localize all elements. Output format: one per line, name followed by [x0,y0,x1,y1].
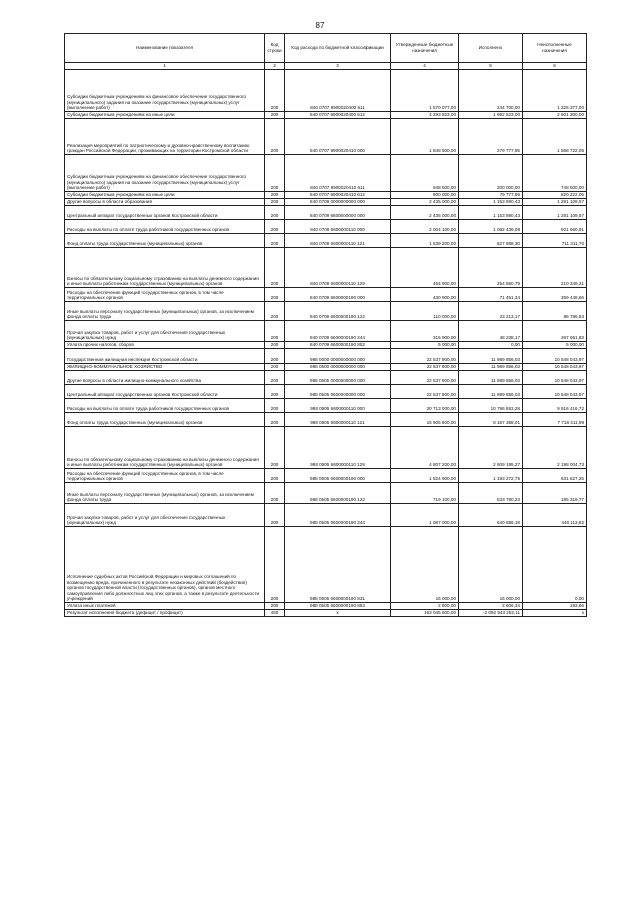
row-unexecuted: 193,66 [523,603,587,610]
column-number: 5 [459,63,523,70]
row-approved: 22 537 900,00 [391,371,459,385]
row-name: Взносы по обязательному социальному страхованию на выплаты денежного содержания и иные выплаты работникам государственных (муниципальных) органов [65,427,265,469]
table-row [65,371,587,385]
table-row [65,527,587,603]
row-approved: 719 100,00 [391,483,459,504]
table-row [65,220,587,234]
row-executed: 16 000,00 [459,527,523,603]
row-unexecuted: 10 548 043,97 [523,371,587,385]
row-approved: 1 570 077,00 [391,70,459,112]
row-name: Исполнение судебных актов Российской Федерации и мировых соглашений по возмещению вреда, причиненного в результате незаконных действий (бездействия) органов государственной власти (государственных органов), органов местного самоуправления либо должностных лиц этих органов, а также в результате деятельности учреждений [65,527,265,603]
row-budget-code: 988 0500 0000000000 000 [285,364,391,371]
row-executed: 533 780,23 [459,483,523,504]
row-unexecuted: 10 548 043,97 [523,364,587,371]
table-row [65,302,587,321]
row-budget-code: 840 0707 9900020410 611 [285,155,391,192]
row-approved: 1 087 000,00 [391,504,459,527]
row-line-code: 200 [265,288,285,302]
row-unexecuted: 5 000,00 [523,342,587,349]
row-unexecuted: 359 448,66 [523,288,587,302]
row-executed: 640 886,18 [459,504,523,527]
row-budget-code: 840 0709 6600000190 852 [285,342,391,349]
row-unexecuted: 711 311,70 [523,234,587,248]
page-number: 87 [315,21,325,30]
row-name: Субсидии бюджетным учреждениям на иные цели [65,192,265,199]
row-line-code: 200 [265,483,285,504]
row-name: Иные выплаты персоналу государственных (муниципальных) органов, за исключением фонда оплаты труда [65,483,265,504]
row-approved: 22 537 900,00 [391,364,459,371]
row-name: Результат исполнения бюджета (дефицит / профицит) [65,610,265,617]
row-budget-code: 840 0707 9900020400 611 [285,70,391,112]
row-line-code: 200 [265,413,285,427]
table-row [65,321,587,342]
row-approved: 900 000,00 [391,192,459,199]
row-unexecuted: 1 568 722,05 [523,119,587,155]
row-approved: 1 848 500,00 [391,119,459,155]
table-row [65,70,587,112]
row-name: Расходы на выплаты по оплате труда работников государственных органов [65,220,265,234]
row-budget-code: 988 0505 6600000190 000 [285,469,391,483]
row-unexecuted: 921 660,91 [523,220,587,234]
row-line-code: 200 [265,364,285,371]
row-approved: 16 000,00 [391,527,459,603]
row-line-code: 200 [265,349,285,364]
row-line-code: 200 [265,112,285,119]
row-budget-code: 988 0505 6600000190 122 [285,483,391,504]
row-unexecuted: 1 281 109,57 [523,206,587,220]
row-name: Центральный аппарат государственных органов Костромской области [65,385,265,399]
table-row [65,206,587,220]
row-name: Уплата прочих налогов, сборов [65,342,265,349]
header-budget-code: Код расхода по бюджетной классификации [285,34,391,63]
table-row [65,288,587,302]
row-line-code: 200 [265,199,285,206]
row-executed: 1 082 439,09 [459,220,523,234]
row-executed: 200 000,00 [459,155,523,192]
row-approved: 15 905 800,00 [391,413,459,427]
row-unexecuted: 1 281 109,57 [523,199,587,206]
row-line-code: 200 [265,220,285,234]
row-unexecuted: 748 500,00 [523,155,587,192]
row-executed: 11 989 856,03 [459,349,523,364]
row-approved: 2 435 000,00 [391,199,459,206]
row-name: Расходы на выплаты по оплате труда работников государственных органов [65,399,265,413]
header-name: Наименование показателя [65,34,265,63]
row-approved: 22 537 900,00 [391,349,459,364]
row-budget-code: 988 0505 6600000110 129 [285,427,391,469]
table-row [65,342,587,349]
row-executed: 1 153 890,43 [459,199,523,206]
row-unexecuted: 185 319,77 [523,483,587,504]
row-budget-code: 840 0707 9900020410 000 [285,119,391,155]
table-row [65,469,587,483]
row-budget-code: 988 0505 6600000000 000 [285,385,391,399]
row-executed: 2 609 195,27 [459,427,523,469]
row-name: Реализация мероприятий по патриотическому и духовно-нравственному воспитанию граждан Российской Федерации, проживающих на территории Костромской области [65,119,265,155]
row-line-code: 200 [265,399,285,413]
row-executed: 48 238,17 [459,321,523,342]
row-executed: -2 092 943 252,11 [459,610,523,617]
row-line-code: 200 [265,234,285,248]
row-line-code: 200 [265,70,285,112]
row-budget-code: 840 0709 6600000190 244 [285,321,391,342]
table-header [65,34,587,70]
row-budget-code: 988 0000 0000000000 000 [285,349,391,364]
table-row [65,248,587,288]
row-line-code: 200 [265,527,285,603]
row-line-code: 200 [265,119,285,155]
row-name: Иные выплаты персоналу государственных (муниципальных) органов, за исключением фонда оплаты труда [65,302,265,321]
row-budget-code: 840 0709 6600000000 000 [285,206,391,220]
table-row [65,399,587,413]
table-row [65,155,587,192]
row-name: Другие вопросы в области образования [65,199,265,206]
row-approved: 430 900,00 [391,288,459,302]
header-line-code: Код строки [265,34,285,63]
row-name: Расходы на обеспечение функций государственных органов, в том числе территориальных органов [65,469,265,483]
row-approved: 4 807 200,00 [391,427,459,469]
table-row [65,119,587,155]
table-row [65,610,587,617]
row-executed: 11 989 856,03 [459,385,523,399]
row-executed: 23 213,17 [459,302,523,321]
row-line-code: 200 [265,321,285,342]
column-number: 3 [285,63,391,70]
table-row [65,504,587,527]
row-budget-code: 840 0707 9900020400 612 [285,112,391,119]
row-line-code: 450 [265,610,285,617]
row-approved: 5 000,00 [391,342,459,349]
row-name: ЖИЛИЩНО-КОММУНАЛЬНОЕ ХОЗЯЙСТВО [65,364,265,371]
row-line-code: 200 [265,302,285,321]
row-line-code: 200 [265,603,285,610]
row-budget-code: 840 0709 6600000110 000 [285,220,391,234]
row-executed: 1 193 272,75 [459,469,523,483]
row-unexecuted: 9 916 416,72 [523,399,587,413]
row-approved: 2 435 000,00 [391,206,459,220]
row-approved: 110 000,00 [391,302,459,321]
row-name: Государственная жилищная инспекция Костромской области [65,349,265,364]
row-unexecuted: 820 222,05 [523,192,587,199]
row-executed: 2 606,34 [459,603,523,610]
row-unexecuted: 267 661,83 [523,321,587,342]
table-body [65,70,587,617]
row-executed: 11 989 856,03 [459,364,523,371]
row-name: Прочая закупка товаров, работ и услуг для обеспечения государственных (муниципальных) нужд [65,504,265,527]
column-number: 6 [523,63,587,70]
row-line-code: 200 [265,206,285,220]
row-name: Прочая закупка товаров, работ и услуг для обеспечения государственных (муниципальных) нужд [65,321,265,342]
row-line-code: 200 [265,342,285,349]
row-budget-code: x [285,610,391,617]
row-executed: 254 550,79 [459,248,523,288]
row-approved: 1 539 200,00 [391,234,459,248]
row-unexecuted: 631 627,25 [523,469,587,483]
row-executed: 1 692 523,00 [459,112,523,119]
column-number-row [65,63,587,70]
row-budget-code: 840 0709 6600000110 121 [285,234,391,248]
table-row [65,199,587,206]
row-executed: 71 451,34 [459,288,523,302]
table-row [65,413,587,427]
row-executed: 279 777,95 [459,119,523,155]
row-budget-code: 988 0505 6600000190 244 [285,504,391,527]
table-row [65,427,587,469]
table-row [65,385,587,399]
table-row [65,483,587,504]
row-approved: 948 500,00 [391,155,459,192]
table-row [65,603,587,610]
row-line-code: 200 [265,385,285,399]
column-number: 1 [65,63,265,70]
row-executed: 1 153 890,43 [459,206,523,220]
budget-execution-table [64,33,587,617]
row-name: Уплата иных платежей [65,603,265,610]
row-executed: 79 777,95 [459,192,523,199]
row-unexecuted: 0,00 [523,527,587,603]
row-approved: 1 824 900,00 [391,469,459,483]
row-name: Расходы на обеспечение функций государственных органов, в том числе территориальных органов [65,288,265,302]
row-approved: 2 004 100,00 [391,220,459,234]
row-executed: 827 888,30 [459,234,523,248]
header-unexecuted: Неисполненные назначения [523,34,587,63]
row-line-code: 200 [265,427,285,469]
row-executed: 244 700,00 [459,70,523,112]
row-approved: 22 537 900,00 [391,385,459,399]
row-name: Центральный аппарат государственных органов Костромской области [65,206,265,220]
table-row [65,364,587,371]
row-line-code: 200 [265,248,285,288]
row-executed: 0,00 [459,342,523,349]
row-name: Другие вопросы в области жилищно-коммунального хозяйства [65,371,265,385]
row-name: Фонд оплаты труда государственных (муниципальных) органов [65,413,265,427]
row-unexecuted: 10 548 043,97 [523,349,587,364]
row-budget-code: 988 0505 6600000190 831 [285,527,391,603]
row-unexecuted: 2 198 004,73 [523,427,587,469]
row-budget-code: 988 0505 6600000190 853 [285,603,391,610]
row-budget-code: 840 0709 0000000000 000 [285,199,391,206]
column-number: 2 [265,63,285,70]
header-approved: Утвержденные бюджетные назначения [391,34,459,63]
row-unexecuted: 10 548 043,97 [523,385,587,399]
row-line-code: 200 [265,504,285,527]
header-executed: Исполнено [459,34,523,63]
row-budget-code: 840 0709 6600000190 122 [285,302,391,321]
row-name: Субсидии бюджетным учреждениям на иные цели [65,112,265,119]
row-name: Субсидии бюджетным учреждениям на финансовое обеспечение государственного (муниципального) задания на оказание государственных (муниципальных) услуг (выполнение работ) [65,155,265,192]
row-approved: 20 713 000,00 [391,399,459,413]
row-executed: 8 187 388,01 [459,413,523,427]
row-unexecuted: 86 786,83 [523,302,587,321]
row-line-code: 200 [265,371,285,385]
row-name: Фонд оплаты труда государственных (муниципальных) органов [65,234,265,248]
table-row [65,349,587,364]
row-approved: 4 293 823,00 [391,112,459,119]
row-budget-code: 840 0709 6600000110 129 [285,248,391,288]
row-unexecuted: 7 718 411,99 [523,413,587,427]
table-row [65,234,587,248]
row-line-code: 200 [265,192,285,199]
row-budget-code: 988 0505 6600000110 121 [285,413,391,427]
row-budget-code: 840 0707 9900020410 612 [285,192,391,199]
row-unexecuted: 446 113,82 [523,504,587,527]
row-name: Субсидии бюджетным учреждениям на финансовое обеспечение государственного (муниципального) задания на оказание государственных (муниципальных) услуг (выполнение работ) [65,70,265,112]
header-row [65,34,587,63]
row-name: Взносы по обязательному социальному страхованию на выплаты денежного содержания и иные выплаты работникам государственных (муниципальных) органов [65,248,265,288]
table-row [65,112,587,119]
row-line-code: 200 [265,469,285,483]
row-budget-code: 840 0709 6600000190 000 [285,288,391,302]
row-executed: 11 989 856,03 [459,371,523,385]
column-number: 4 [391,63,459,70]
row-unexecuted: 210 349,21 [523,248,587,288]
row-budget-code: 988 0505 0000000000 000 [285,371,391,385]
row-budget-code: 988 0505 6600000110 000 [285,399,391,413]
row-approved: 464 900,00 [391,248,459,288]
row-approved: 163 045 600,00 [391,610,459,617]
row-approved: 315 900,00 [391,321,459,342]
row-unexecuted: 2 601 300,00 [523,112,587,119]
row-unexecuted: 1 325 377,00 [523,70,587,112]
row-line-code: 200 [265,155,285,192]
row-approved: 2 800,00 [391,603,459,610]
row-executed: 10 796 583,28 [459,399,523,413]
row-unexecuted: x [523,610,587,617]
table-row [65,192,587,199]
